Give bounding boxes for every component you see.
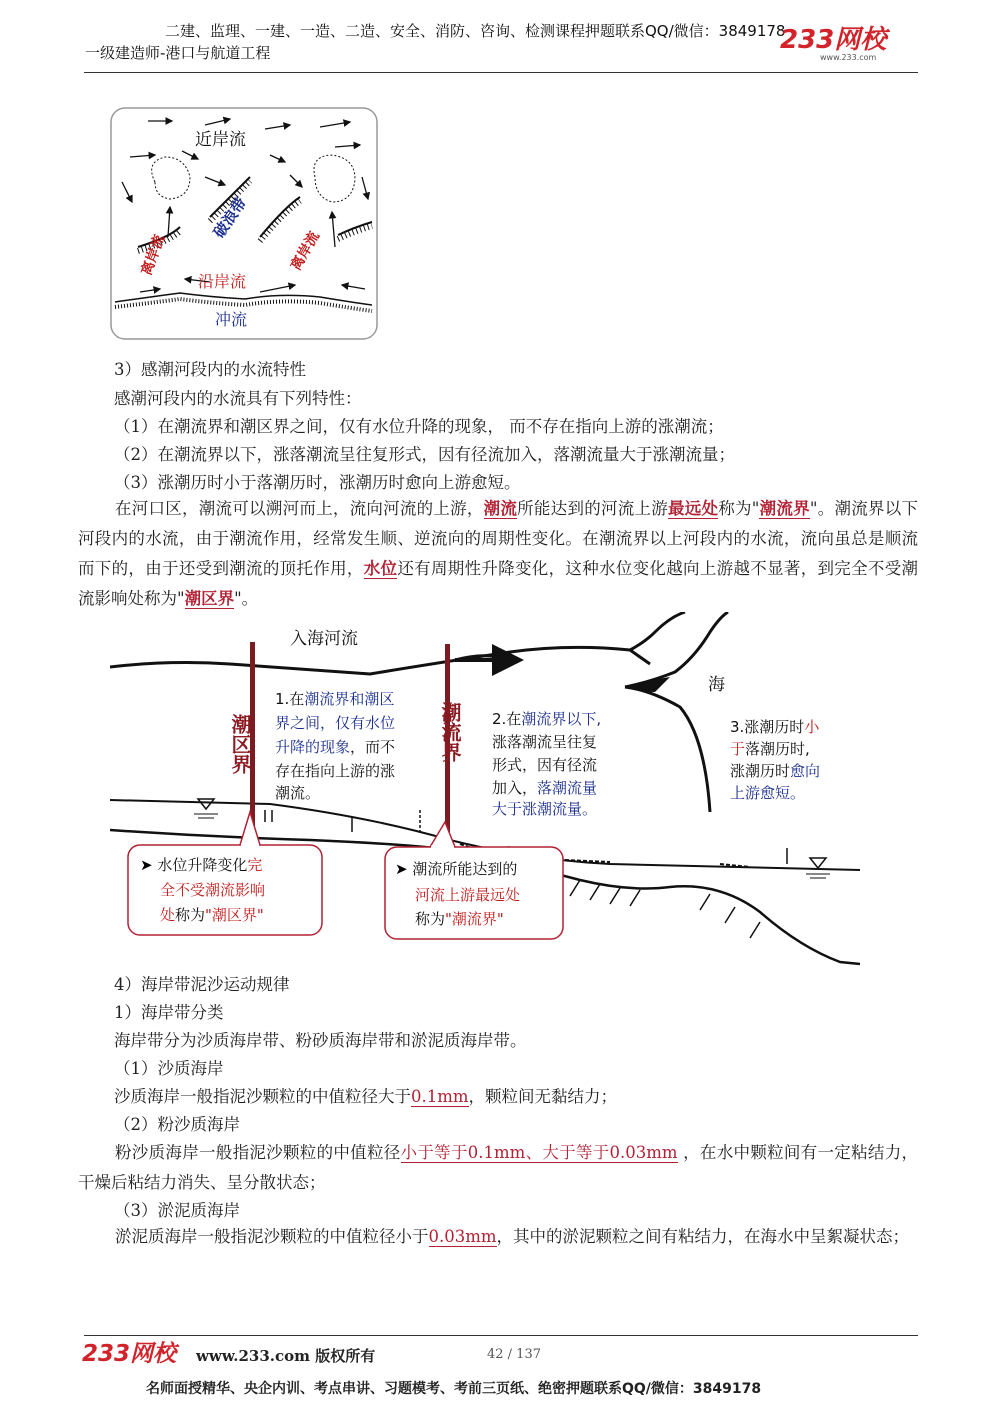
section3-paragraph: 在河口区，潮流可以溯河而上，流向河流的上游，潮流所能达到的河流上游最远处称为"潮流界"。潮流界以下河段内的水流，由于潮流作用，经常发生顺、逆流向的周期性变化。在潮流界以上河段内的水流，流向虽总是顺流而下的，由于还受到潮流的顶托作用，水位还有周期性升降变化，这种水位变化越向上游越不显著，到完全不受潮流影响处称为"潮区界"。 <box>78 499 919 608</box>
term-0-03mm: 0.03mm <box>428 1227 497 1246</box>
svg-text:➤ 潮流所能达到的: ➤ 潮流所能达到的 <box>395 860 518 878</box>
label-swash: 冲流 <box>215 310 248 329</box>
svg-text:3.涨潮历时小: 3.涨潮历时小 <box>730 718 820 736</box>
note-1 <box>275 690 395 802</box>
header-subtitle: 一级建造师-港口与航道工程 <box>85 44 271 62</box>
svg-text:加入，落潮流量: 加入，落潮流量 <box>492 779 598 797</box>
header-rule <box>84 72 918 73</box>
svg-text:2.在潮流界以下,: 2.在潮流界以下, <box>492 710 602 728</box>
svg-text:存在指向上游的涨: 存在指向上游的涨 <box>275 762 396 780</box>
footer-rule <box>84 1335 918 1336</box>
nearshore-current-figure <box>110 107 380 346</box>
svg-text:界之间，仅有水位: 界之间，仅有水位 <box>275 714 396 732</box>
header-logo <box>780 22 920 68</box>
svg-text:涨潮历时愈向: 涨潮历时愈向 <box>730 762 821 780</box>
silty-coast-text: 粉沙质海岸一般指泥沙颗粒的中值粒径小于等于0.1mm、大于等于0.03mm ，在水中颗粒间有一定粘结力，干燥后粘结力消失、呈分散状态； <box>78 1143 918 1192</box>
section4-sub1: 1）海岸带分类 <box>114 1003 224 1022</box>
section4-title: 4）海岸带泥沙运动规律 <box>114 975 290 994</box>
svg-text:➤ 水位升降变化完: ➤ 水位升降变化完 <box>140 856 263 874</box>
label-rip-left: 离岸流 <box>138 232 169 278</box>
header-logo-text: 233网校 <box>780 25 887 55</box>
note-3 <box>730 718 820 802</box>
label-tide-zone: 潮区界 <box>228 714 252 774</box>
term-tidal-current: 潮流 <box>483 499 518 518</box>
label-sea: 海 <box>708 675 725 695</box>
label-longshore: 沿岸流 <box>198 272 247 291</box>
footer-logo <box>82 1338 192 1372</box>
sandy-coast-title: （1）沙质海岸 <box>114 1059 224 1078</box>
label-rip-right: 离岸流 <box>287 229 323 274</box>
label-river: 入海河流 <box>290 629 358 649</box>
svg-text:大于涨潮流量。: 大于涨潮流量。 <box>492 800 598 818</box>
label-nearshore: 近岸流 <box>195 130 246 150</box>
section3-item-3: （3）涨潮历时小于落潮历时，涨潮历时愈向上游愈短。 <box>114 473 521 492</box>
term-silty-range: 小于等于0.1mm、大于等于0.03mm <box>400 1143 678 1162</box>
svg-text:于落潮历时,: 于落潮历时, <box>730 740 810 758</box>
svg-text:河流上游最远处: 河流上游最远处 <box>415 886 521 904</box>
svg-text:涨落潮流呈往复: 涨落潮流呈往复 <box>492 733 598 751</box>
muddy-coast-title: （3）淤泥质海岸 <box>114 1201 240 1220</box>
svg-text:处称为"潮区界": 处称为"潮区界" <box>160 906 264 924</box>
section3-item-1: （1）在潮流界和潮区界之间，仅有水位升降的现象， 而不存在指向上游的涨潮流； <box>114 417 724 436</box>
section4-classify: 海岸带分为沙质海岸带、粉砂质海岸带和淤泥质海岸带。 <box>114 1031 527 1050</box>
page-number: 42 / 137 <box>487 1347 541 1362</box>
label-tide-limit-vertical <box>438 701 462 763</box>
silty-coast-title: （2）粉沙质海岸 <box>114 1115 240 1134</box>
label-tide-zone-vertical <box>228 713 252 775</box>
sandy-coast-text: 沙质海岸一般指泥沙颗粒的中值粒径大于0.1mm，颗粒间无黏结力； <box>114 1087 618 1106</box>
header-courses: 二建、监理、一建、一造、二造、安全、消防、咨询、检测课程押题联系QQ/微信：3849178 <box>165 22 786 40</box>
header-logo-url: www.233.com <box>820 53 877 62</box>
term-farthest: 最远处 <box>667 499 719 518</box>
note-2 <box>492 710 601 818</box>
estuary-figure <box>110 612 870 971</box>
footer-logo-text: 233网校 <box>82 1341 177 1367</box>
svg-text:潮流。: 潮流。 <box>275 784 321 802</box>
term-tide-limit: 潮区界 <box>184 589 235 608</box>
footer-copyright: www.233.com 版权所有 <box>196 1347 376 1365</box>
svg-text:上游愈短。: 上游愈短。 <box>730 784 806 802</box>
term-tidal-current-limit: 潮流界 <box>759 499 810 518</box>
section3-title: 3）感潮河段内的水流特性 <box>114 360 306 379</box>
footer-promo: 名师面授精华、央企内训、考点串讲、习题模考、考前三页纸、绝密押题联系QQ/微信：3849178 <box>146 1381 762 1397</box>
label-tide-limit: 潮流界 <box>438 702 462 762</box>
svg-text:称为"潮流界": 称为"潮流界" <box>415 910 504 928</box>
svg-text:1.在潮流界和潮区: 1.在潮流界和潮区 <box>275 690 395 708</box>
term-0-1mm: 0.1mm <box>411 1087 469 1106</box>
term-water-level: 水位 <box>363 559 398 578</box>
muddy-coast-text: 淤泥质海岸一般指泥沙颗粒的中值粒径小于0.03mm，其中的淤泥颗粒之间有粘结力，在海水中呈絮凝状态； <box>115 1227 910 1246</box>
section3-intro: 感潮河段内的水流具有下列特性： <box>114 389 362 408</box>
label-surf-zone: 破浪带 <box>209 194 251 242</box>
svg-text:全不受潮流影响: 全不受潮流影响 <box>160 881 266 899</box>
svg-text:升降的现象，而不: 升降的现象，而不 <box>275 738 396 756</box>
svg-text:形式，因有径流: 形式，因有径流 <box>492 756 598 774</box>
section3-item-2: （2）在潮流界以下，涨落潮流呈往复形式，因有径流加入，落潮流量大于涨潮流量； <box>114 445 735 464</box>
